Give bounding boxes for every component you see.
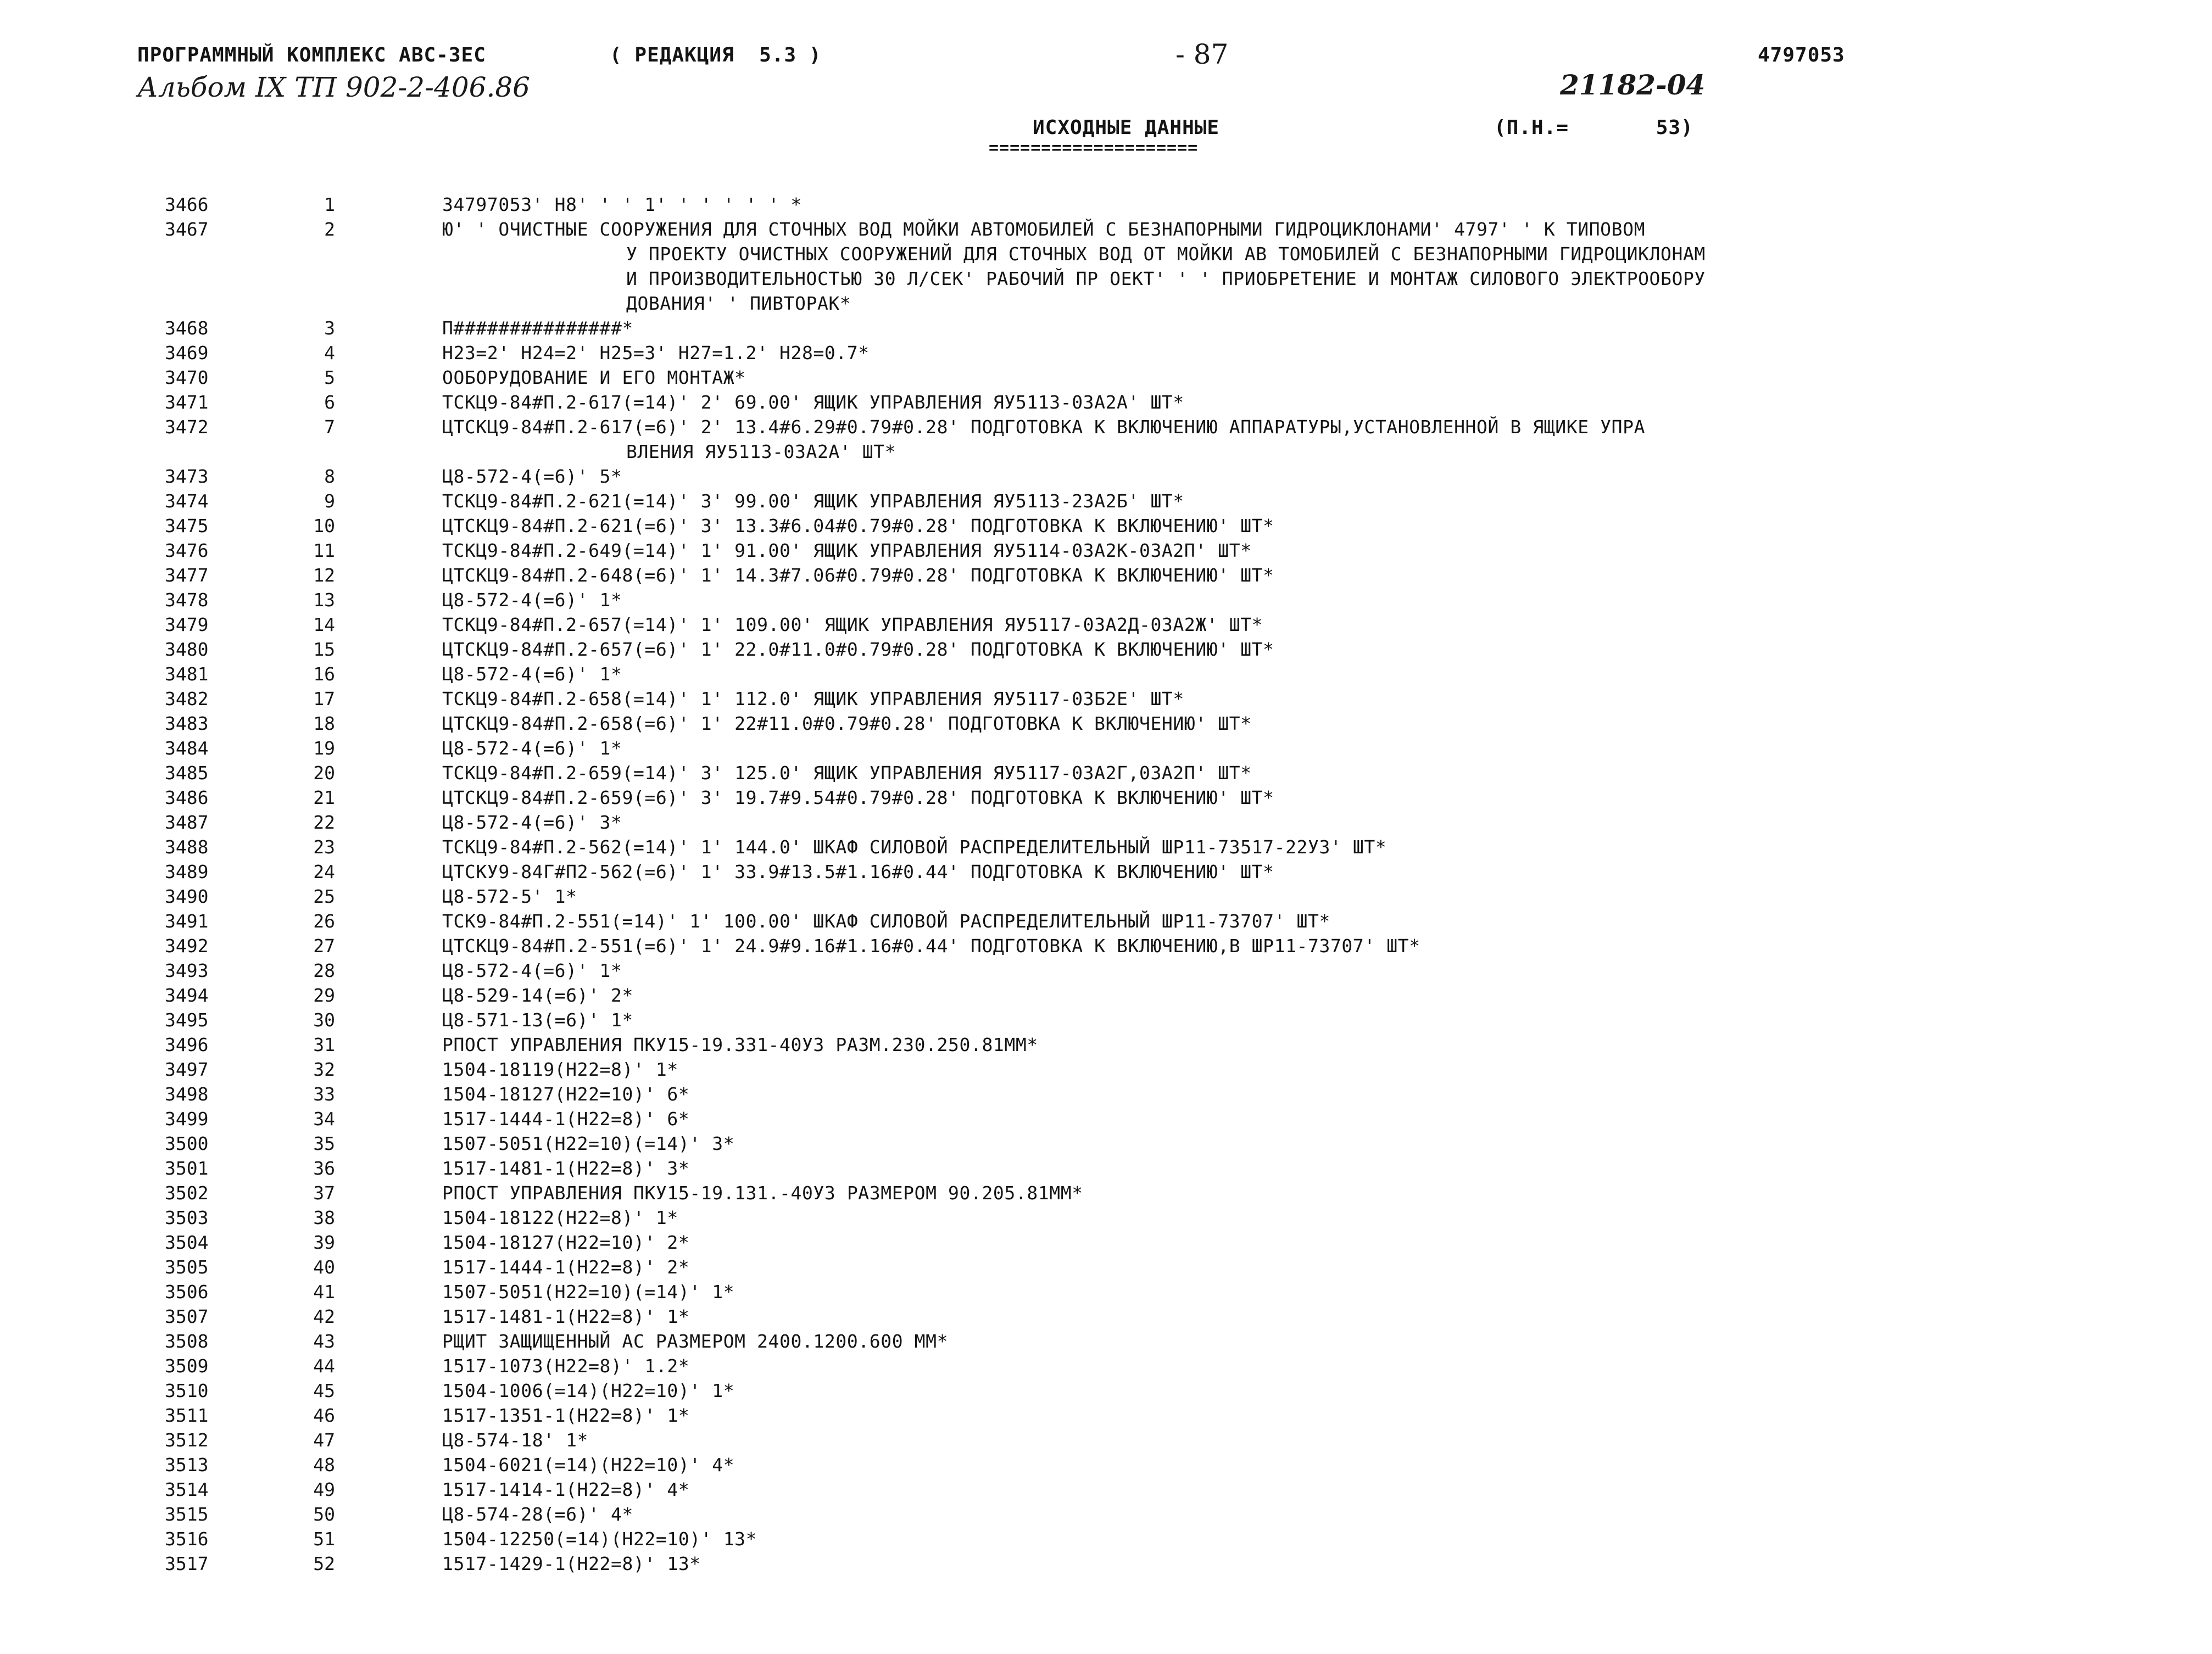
listing-row — [0, 859, 2212, 884]
record-text: 1517-1351-1(Н22=8)' 1* — [442, 1405, 690, 1426]
sequence-number: 14 — [313, 614, 335, 635]
record-number: 3515 — [165, 1504, 209, 1525]
sequence-number: 16 — [313, 663, 335, 685]
record-number: 3490 — [165, 886, 209, 907]
record-number: 3480 — [165, 639, 209, 660]
listing-row — [0, 835, 2212, 859]
sequence-number: 47 — [313, 1429, 335, 1451]
sequence-number: 31 — [313, 1034, 335, 1055]
sequence-number: 15 — [313, 639, 335, 660]
listing-row — [0, 365, 2212, 390]
sequence-number: 17 — [313, 688, 335, 709]
record-number: 3486 — [165, 787, 209, 808]
record-number: 3470 — [165, 367, 209, 388]
record-text: ЦТСКУ9-84Г#П2-562(=6)' 1' 33.9#13.5#1.16#0.44' ПОДГОТОВКА К ВКЛЮЧЕНИЮ' ШТ* — [442, 861, 1274, 882]
record-text: Ц8-571-13(=6)' 1* — [442, 1009, 633, 1031]
doc-number: 4797053 — [1758, 44, 1845, 66]
listing-row — [0, 612, 2212, 637]
record-number: 3517 — [165, 1553, 209, 1574]
sequence-number: 39 — [313, 1232, 335, 1253]
sequence-number: 52 — [313, 1553, 335, 1574]
record-number: 3469 — [165, 342, 209, 364]
record-text: Ц8-572-4(=6)' 1* — [442, 589, 622, 611]
listing-row — [0, 340, 2212, 365]
record-number: 3500 — [165, 1133, 209, 1154]
sequence-number: 38 — [313, 1207, 335, 1228]
record-text: 1517-1481-1(Н22=8)' 1* — [442, 1306, 690, 1327]
program-name: ПРОГРАММНЫЙ КОМПЛЕКС АВС-3ЕС — [137, 44, 486, 66]
sequence-number: 12 — [313, 565, 335, 586]
record-text-continuation: ДОВАНИЯ' ' ПИВТОРАК* — [626, 293, 851, 314]
record-number: 3492 — [165, 935, 209, 957]
record-number: 3499 — [165, 1108, 209, 1130]
record-text: 1504-18122(Н22=8)' 1* — [442, 1207, 678, 1228]
listing-row — [0, 1428, 2212, 1452]
listing-row — [0, 1032, 2212, 1057]
sequence-number: 4 — [324, 342, 335, 364]
sequence-number: 20 — [313, 762, 335, 784]
record-number: 3477 — [165, 565, 209, 586]
record-text: ТСК9-84#П.2-551(=14)' 1' 100.00' ШКАФ СИЛОВОЙ РАСПРЕДЕЛИТЕЛЬНЫЙ ШР11-73707' ШТ* — [442, 910, 1330, 932]
listing-row — [0, 1181, 2212, 1205]
listing-row — [0, 513, 2212, 538]
sequence-number: 44 — [313, 1355, 335, 1377]
record-number: 3497 — [165, 1059, 209, 1080]
listing-row — [0, 316, 2212, 340]
record-text: ТСКЦ9-84#П.2-657(=14)' 1' 109.00' ЯЩИК УПРАВЛЕНИЯ ЯУ5117-03А2Д-03А2Ж' ШТ* — [442, 614, 1263, 635]
record-text-continuation: ВЛЕНИЯ ЯУ5113-03А2А' ШТ* — [626, 441, 896, 462]
sequence-number: 41 — [313, 1281, 335, 1303]
record-number: 3506 — [165, 1281, 209, 1303]
record-number: 3485 — [165, 762, 209, 784]
record-number: 3467 — [165, 219, 209, 240]
record-text: Ц8-574-28(=6)' 4* — [442, 1504, 633, 1525]
sequence-number: 23 — [313, 836, 335, 858]
listing-row — [0, 1378, 2212, 1403]
record-text: Ц8-572-4(=6)' 1* — [442, 960, 622, 981]
sequence-number: 51 — [313, 1528, 335, 1550]
sequence-number: 11 — [313, 540, 335, 561]
record-text: 1504-1006(=14)(Н22=10)' 1* — [442, 1380, 735, 1401]
record-text: РПОСТ УПРАВЛЕНИЯ ПКУ15-19.331-40У3 РАЗМ.230.250.81ММ* — [442, 1034, 1038, 1055]
record-number: 3479 — [165, 614, 209, 635]
record-number: 3502 — [165, 1182, 209, 1204]
record-text: 1507-5051(Н22=10)(=14)' 1* — [442, 1281, 735, 1303]
listing-row — [0, 1255, 2212, 1279]
record-number: 3513 — [165, 1454, 209, 1476]
record-text: ТСКЦ9-84#П.2-658(=14)' 1' 112.0' ЯЩИК УПРАВЛЕНИЯ ЯУ5117-03Б2Е' ШТ* — [442, 688, 1184, 709]
sequence-number: 29 — [313, 985, 335, 1006]
record-text: 1517-1481-1(Н22=8)' 3* — [442, 1158, 690, 1179]
record-number: 3498 — [165, 1083, 209, 1105]
sequence-number: 32 — [313, 1059, 335, 1080]
listing-row — [0, 588, 2212, 612]
listing-row — [0, 1057, 2212, 1082]
listing-row — [0, 637, 2212, 662]
record-number: 3493 — [165, 960, 209, 981]
listing-row — [0, 192, 2212, 217]
listing-row — [0, 563, 2212, 588]
record-text: ЦТСКЦ9-84#П.2-621(=6)' 3' 13.3#6.04#0.79#0.28' ПОДГОТОВКА К ВКЛЮЧЕНИЮ' ШТ* — [442, 515, 1274, 537]
record-text: ЦТСКЦ9-84#П.2-551(=6)' 1' 24.9#9.16#1.16#0.44' ПОДГОТОВКА К ВКЛЮЧЕНИЮ,В ШР11-73707' ШТ* — [442, 935, 1420, 957]
record-number: 3503 — [165, 1207, 209, 1228]
sequence-number: 3 — [324, 317, 335, 339]
record-number: 3511 — [165, 1405, 209, 1426]
listing-row — [0, 934, 2212, 958]
record-number: 3472 — [165, 416, 209, 438]
record-text: 1504-18119(Н22=8)' 1* — [442, 1059, 678, 1080]
record-number: 3508 — [165, 1331, 209, 1352]
record-number: 3495 — [165, 1009, 209, 1031]
listing-row — [0, 415, 2212, 464]
listing-row — [0, 810, 2212, 835]
listing-row — [0, 1502, 2212, 1527]
listing-row — [0, 983, 2212, 1008]
record-text-continuation: У ПРОЕКТУ ОЧИСТНЫХ СООРУЖЕНИЙ ДЛЯ СТОЧНЫХ ВОД ОТ МОЙКИ АВ ТОМОБИЛЕЙ С БЕЗНАПОРНЫМИ ГИДРОЦИКЛОНАМ — [626, 243, 1706, 265]
record-number: 3501 — [165, 1158, 209, 1179]
record-text: ТСКЦ9-84#П.2-617(=14)' 2' 69.00' ЯЩИК УПРАВЛЕНИЯ ЯУ5113-03А2А' ШТ* — [442, 392, 1184, 413]
section-title-underline: ==================== — [989, 138, 1199, 158]
record-number: 3509 — [165, 1355, 209, 1377]
record-text: 1504-18127(Н22=10)' 6* — [442, 1083, 690, 1105]
sequence-number: 9 — [324, 490, 335, 512]
listing-row — [0, 1551, 2212, 1576]
record-text-continuation: И ПРОИЗВОДИТЕЛЬНОСТЬЮ 30 Л/СЕК' РАБОЧИЙ ПР ОЕКТ' ' ' ПРИОБРЕТЕНИЕ И МОНТАЖ СИЛОВОГО ЭЛЕКТРООБОРУ — [626, 268, 1706, 289]
listing-row — [0, 1230, 2212, 1255]
record-number: 3482 — [165, 688, 209, 709]
listing-row — [0, 1452, 2212, 1477]
record-text: 1517-1414-1(Н22=8)' 4* — [442, 1479, 690, 1500]
record-text: ЦТСКЦ9-84#П.2-657(=6)' 1' 22.0#11.0#0.79#0.28' ПОДГОТОВКА К ВКЛЮЧЕНИЮ' ШТ* — [442, 639, 1274, 660]
listing-row — [0, 785, 2212, 810]
record-number: 3504 — [165, 1232, 209, 1253]
record-number: 3489 — [165, 861, 209, 882]
sequence-number: 50 — [313, 1504, 335, 1525]
record-text: Ц8-572-4(=6)' 3* — [442, 812, 622, 833]
record-number: 3491 — [165, 910, 209, 932]
sequence-number: 35 — [313, 1133, 335, 1154]
record-number: 3483 — [165, 713, 209, 734]
record-text: Ц8-574-18' 1* — [442, 1429, 589, 1451]
listing-row — [0, 1107, 2212, 1131]
sequence-number: 6 — [324, 392, 335, 413]
listing-row — [0, 909, 2212, 934]
listing-row — [0, 538, 2212, 563]
listing-row — [0, 662, 2212, 686]
record-number: 3512 — [165, 1429, 209, 1451]
record-text: ТСКЦ9-84#П.2-562(=14)' 1' 144.0' ШКАФ СИЛОВОЙ РАСПРЕДЕЛИТЕЛЬНЫЙ ШР11-73517-22У3' ШТ* — [442, 836, 1387, 858]
sequence-number: 22 — [313, 812, 335, 833]
record-text: 1517-1073(Н22=8)' 1.2* — [442, 1355, 690, 1377]
sequence-number: 43 — [313, 1331, 335, 1352]
record-text: Н23=2' Н24=2' Н25=3' Н27=1.2' Н28=0.7* — [442, 342, 870, 364]
record-text: 1517-1444-1(Н22=8)' 2* — [442, 1256, 690, 1278]
sequence-number: 21 — [313, 787, 335, 808]
listing-row — [0, 1131, 2212, 1156]
record-number: 3488 — [165, 836, 209, 858]
record-text: П###############* — [442, 317, 633, 339]
record-number: 3475 — [165, 515, 209, 537]
sequence-number: 30 — [313, 1009, 335, 1031]
record-text: Ц8-572-4(=6)' 1* — [442, 737, 622, 759]
record-text: ЦТСКЦ9-84#П.2-659(=6)' 3' 19.7#9.54#0.79#0.28' ПОДГОТОВКА К ВКЛЮЧЕНИЮ' ШТ* — [442, 787, 1274, 808]
record-number: 3468 — [165, 317, 209, 339]
sequence-number: 1 — [324, 194, 335, 215]
sequence-number: 42 — [313, 1306, 335, 1327]
listing-row — [0, 1527, 2212, 1551]
record-number: 3476 — [165, 540, 209, 561]
sequence-number: 36 — [313, 1158, 335, 1179]
record-number: 3507 — [165, 1306, 209, 1327]
record-number: 3481 — [165, 663, 209, 685]
sequence-number: 48 — [313, 1454, 335, 1476]
record-text: 1504-18127(Н22=10)' 2* — [442, 1232, 690, 1253]
pn-counter: (П.Н.= 53) — [1494, 116, 1693, 139]
sequence-number: 5 — [324, 367, 335, 388]
sequence-number: 8 — [324, 466, 335, 487]
sequence-number: 24 — [313, 861, 335, 882]
record-text: ЦТСКЦ9-84#П.2-648(=6)' 1' 14.3#7.06#0.79#0.28' ПОДГОТОВКА К ВКЛЮЧЕНИЮ' ШТ* — [442, 565, 1274, 586]
listing-row — [0, 736, 2212, 761]
record-text: ТСКЦ9-84#П.2-659(=14)' 3' 125.0' ЯЩИК УПРАВЛЕНИЯ ЯУ5117-03А2Г,03А2П' ШТ* — [442, 762, 1252, 784]
page-mark: - 87 — [1175, 38, 1229, 70]
listing-row — [0, 390, 2212, 415]
record-text: 1507-5051(Н22=10)(=14)' 3* — [442, 1133, 735, 1154]
sheet-code: 21182-04 — [1560, 69, 1706, 101]
listing-row — [0, 761, 2212, 785]
listing-row — [0, 1156, 2212, 1181]
record-text: Ц8-572-4(=6)' 5* — [442, 466, 622, 487]
sequence-number: 25 — [313, 886, 335, 907]
record-text: 1504-12250(=14)(Н22=10)' 13* — [442, 1528, 757, 1550]
listing-row — [0, 958, 2212, 983]
sequence-number: 7 — [324, 416, 335, 438]
record-text: ТСКЦ9-84#П.2-649(=14)' 1' 91.00' ЯЩИК УПРАВЛЕНИЯ ЯУ5114-03А2К-03А2П' ШТ* — [442, 540, 1252, 561]
data-listing — [0, 192, 2212, 1653]
record-text: ТСКЦ9-84#П.2-621(=14)' 3' 99.00' ЯЩИК УПРАВЛЕНИЯ ЯУ5113-23А2Б' ШТ* — [442, 490, 1184, 512]
listing-row — [0, 1304, 2212, 1329]
record-number: 3505 — [165, 1256, 209, 1278]
listing-row — [0, 1354, 2212, 1378]
record-number: 3478 — [165, 589, 209, 611]
sequence-number: 34 — [313, 1108, 335, 1130]
sequence-number: 10 — [313, 515, 335, 537]
record-number: 3466 — [165, 194, 209, 215]
album-reference: Альбом IX ТП 902-2-406.86 — [137, 71, 530, 103]
record-text: РПОСТ УПРАВЛЕНИЯ ПКУ15-19.131.-40У3 РАЗМЕРОМ 90.205.81ММ* — [442, 1182, 1083, 1204]
sequence-number: 45 — [313, 1380, 335, 1401]
record-number: 3473 — [165, 466, 209, 487]
listing-row — [0, 711, 2212, 736]
sequence-number: 40 — [313, 1256, 335, 1278]
sequence-number: 26 — [313, 910, 335, 932]
sequence-number: 46 — [313, 1405, 335, 1426]
listing-row — [0, 1082, 2212, 1107]
record-number: 3474 — [165, 490, 209, 512]
listing-row — [0, 1205, 2212, 1230]
listing-row — [0, 1279, 2212, 1304]
listing-row — [0, 1477, 2212, 1502]
record-number: 3496 — [165, 1034, 209, 1055]
sequence-number: 28 — [313, 960, 335, 981]
record-number: 3510 — [165, 1380, 209, 1401]
record-text: ЦТСКЦ9-84#П.2-617(=6)' 2' 13.4#6.29#0.79#0.28' ПОДГОТОВКА К ВКЛЮЧЕНИЮ АППАРАТУРЫ,УСТАНОВЛЕННОЙ В ЯЩИКЕ УПРА — [442, 416, 1646, 438]
record-text: 34797053' Н8' ' ' 1' ' ' ' ' ' * — [442, 194, 802, 215]
sequence-number: 18 — [313, 713, 335, 734]
record-text: ЦТСКЦ9-84#П.2-658(=6)' 1' 22#11.0#0.79#0.28' ПОДГОТОВКА К ВКЛЮЧЕНИЮ' ШТ* — [442, 713, 1252, 734]
record-number: 3516 — [165, 1528, 209, 1550]
listing-row — [0, 1008, 2212, 1032]
record-text: РЩИТ ЗАЩИЩЕННЫЙ АС РАЗМЕРОМ 2400.1200.600 ММ* — [442, 1331, 949, 1352]
record-text: 1517-1444-1(Н22=8)' 6* — [442, 1108, 690, 1130]
record-text: 1504-6021(=14)(Н22=10)' 4* — [442, 1454, 735, 1476]
listing-row — [0, 489, 2212, 513]
record-number: 3484 — [165, 737, 209, 759]
sequence-number: 33 — [313, 1083, 335, 1105]
edition-label: ( РЕДАКЦИЯ 5.3 ) — [610, 44, 822, 66]
listing-row — [0, 686, 2212, 711]
record-text: Ю' ' ОЧИСТНЫЕ СООРУЖЕНИЯ ДЛЯ СТОЧНЫХ ВОД МОЙКИ АВТОМОБИЛЕЙ С БЕЗНАПОРНЫМИ ГИДРОЦИКЛОНАМИ' 4797' ' К ТИПОВОМ — [442, 219, 1646, 240]
sequence-number: 27 — [313, 935, 335, 957]
record-text: ООБОРУДОВАНИЕ И ЕГО МОНТАЖ* — [442, 367, 746, 388]
sequence-number: 2 — [324, 219, 335, 240]
section-title: ИСХОДНЫЕ ДАННЫЕ — [1033, 116, 1220, 139]
listing-row — [0, 1329, 2212, 1354]
listing-row — [0, 217, 2212, 316]
record-number: 3494 — [165, 985, 209, 1006]
record-text: 1517-1429-1(Н22=8)' 13* — [442, 1553, 701, 1574]
sequence-number: 37 — [313, 1182, 335, 1204]
sequence-number: 13 — [313, 589, 335, 611]
record-text: Ц8-529-14(=6)' 2* — [442, 985, 633, 1006]
record-text: Ц8-572-5' 1* — [442, 886, 577, 907]
record-number: 3471 — [165, 392, 209, 413]
sequence-number: 19 — [313, 737, 335, 759]
listing-row — [0, 1403, 2212, 1428]
sequence-number: 49 — [313, 1479, 335, 1500]
listing-row — [0, 464, 2212, 489]
record-text: Ц8-572-4(=6)' 1* — [442, 663, 622, 685]
record-number: 3514 — [165, 1479, 209, 1500]
record-number: 3487 — [165, 812, 209, 833]
listing-row — [0, 884, 2212, 909]
